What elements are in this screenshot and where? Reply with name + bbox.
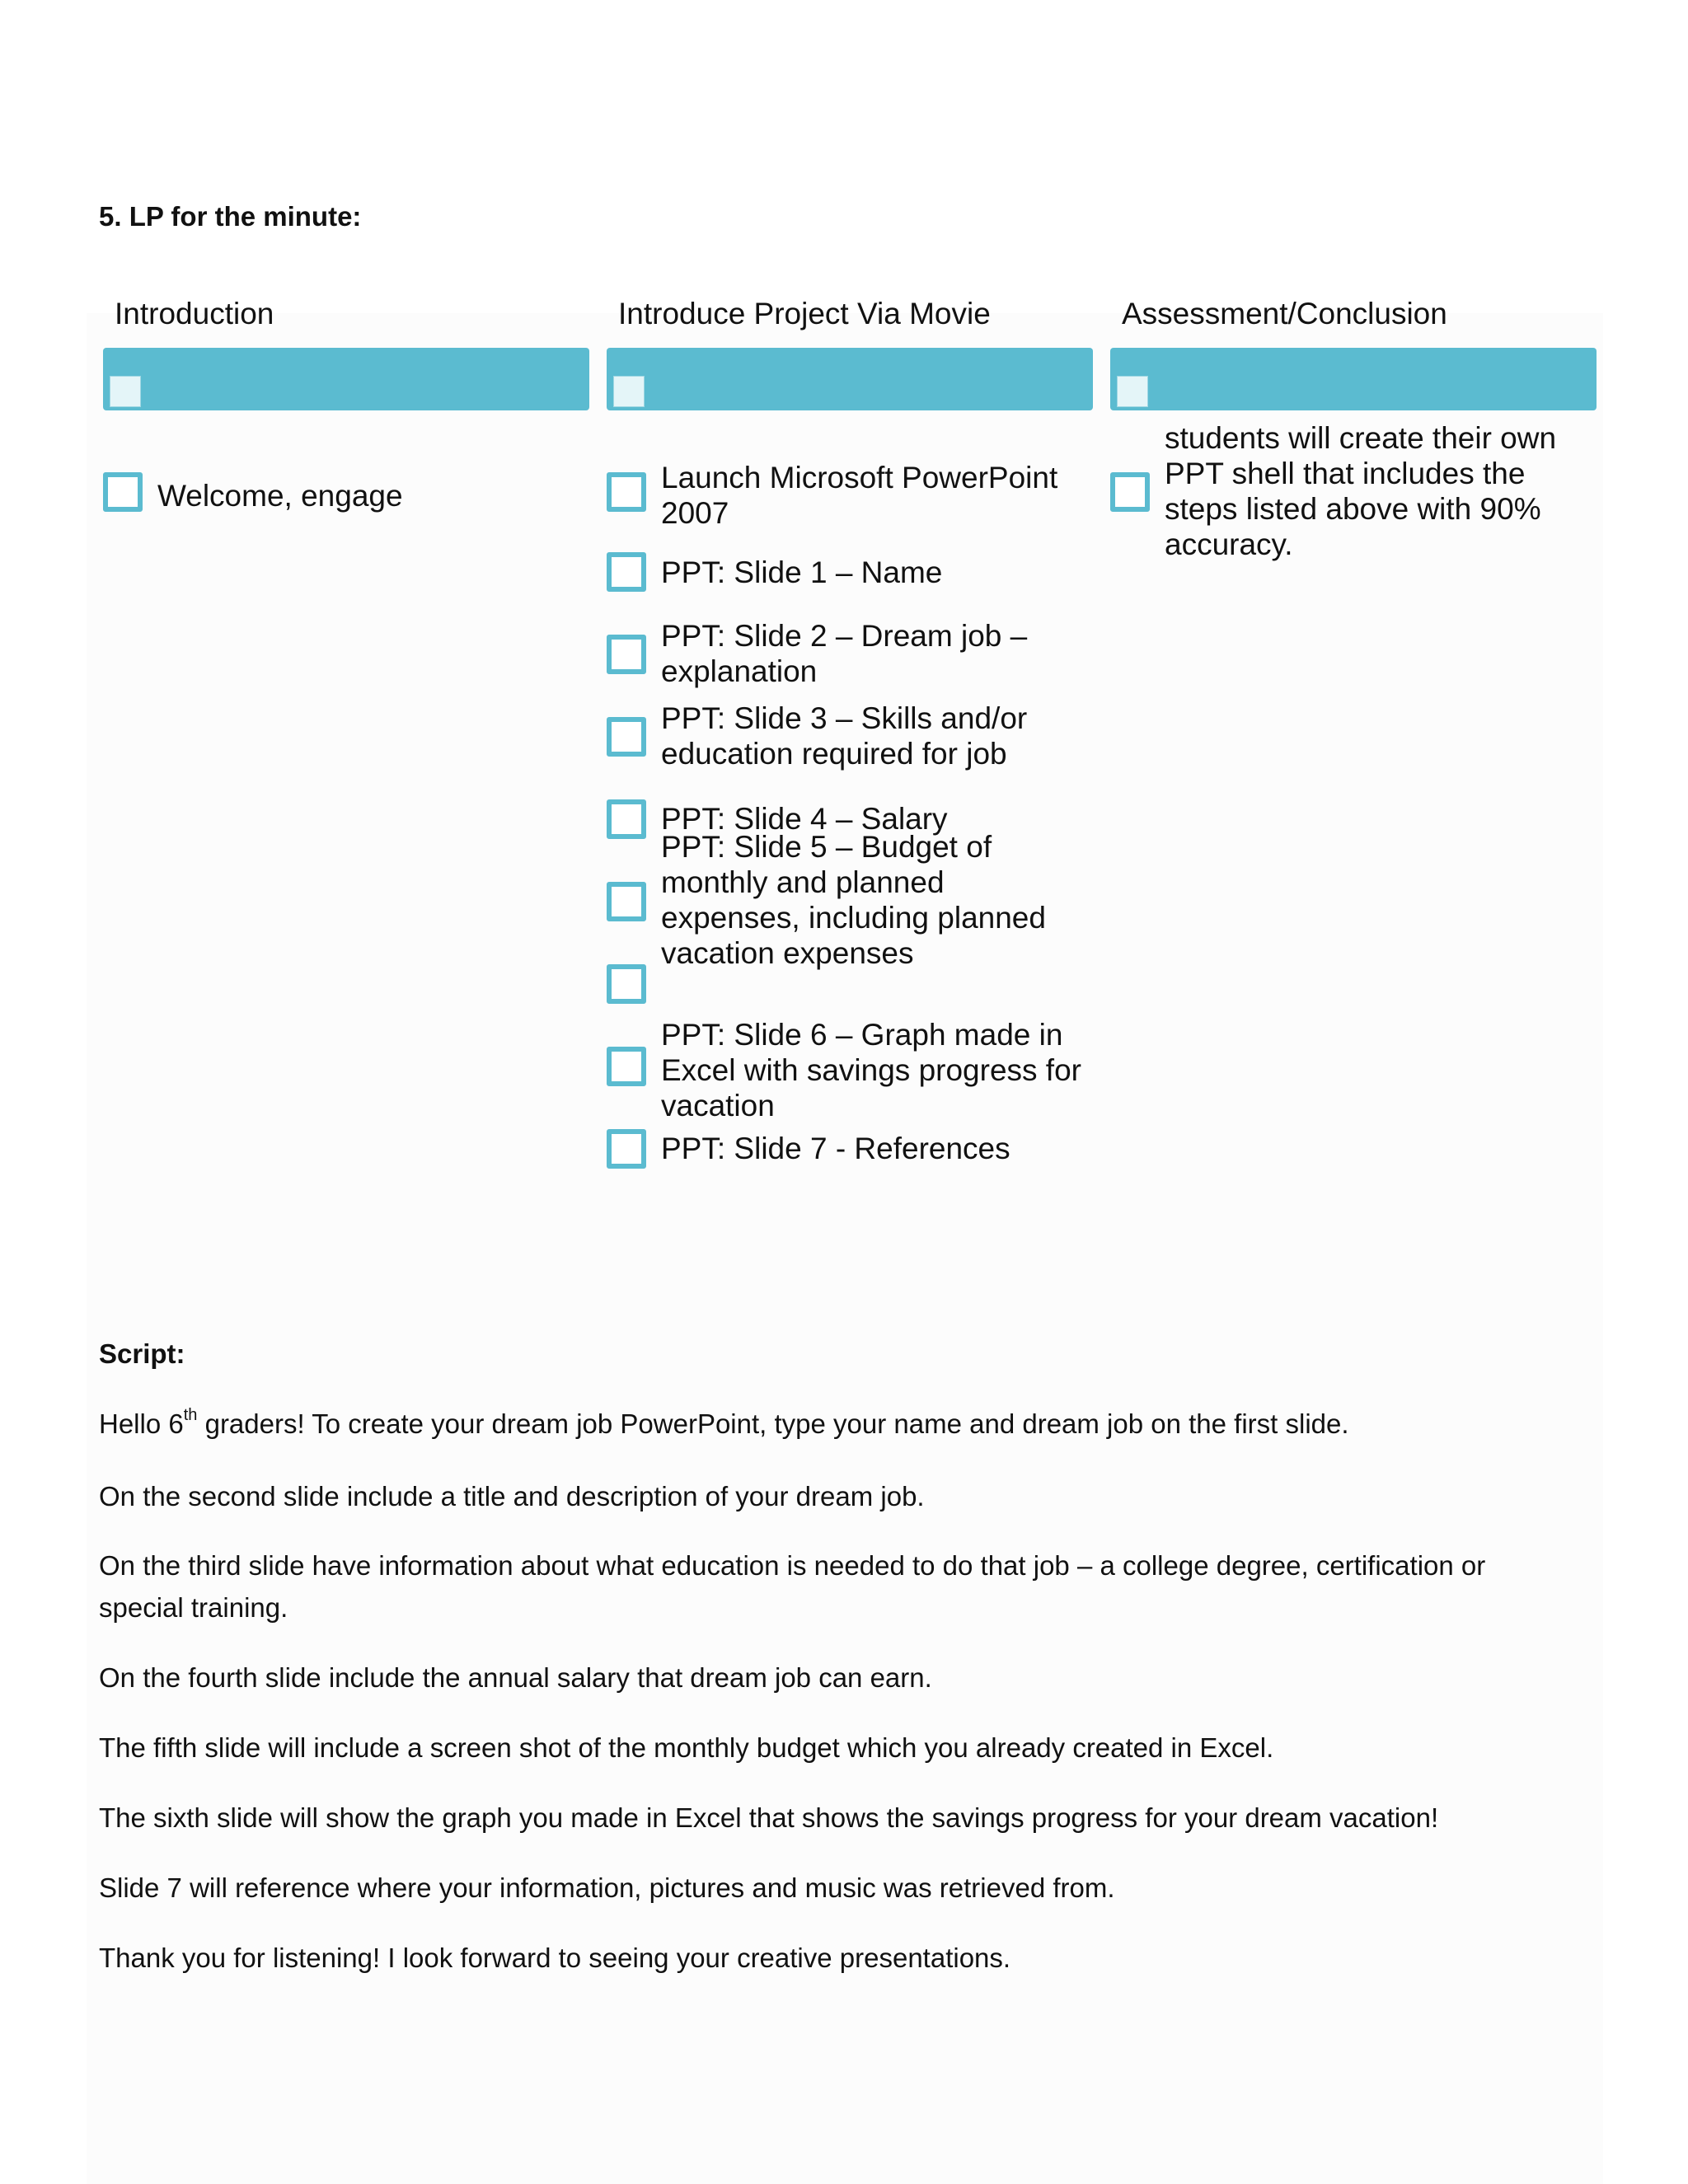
item-text: PPT: Slide 6 – Graph made in Excel with savings progress for vacation xyxy=(661,1018,1081,1122)
column-header-bar xyxy=(103,348,589,410)
column-header-bar xyxy=(1110,348,1597,410)
checkbox[interactable] xyxy=(607,552,646,592)
item-text: Welcome, engage xyxy=(157,479,403,513)
script-paragraph: On the third slide have information about what education is needed to do that job – a college degree, certification or special training. xyxy=(99,1550,1486,1623)
header-checkbox[interactable] xyxy=(613,376,645,407)
item-text: PPT: Slide 5 – Budget of monthly and planned expenses, including planned vacation expenses xyxy=(661,830,1046,970)
item-text: PPT: Slide 1 – Name xyxy=(661,555,943,589)
header-checkbox[interactable] xyxy=(1117,376,1148,407)
script-heading: Script: xyxy=(99,1338,185,1369)
column-title: Assessment/Conclusion xyxy=(1122,297,1447,330)
column-title: Introduction xyxy=(115,297,274,330)
script-paragraph: On the second slide include a title and description of your dream job. xyxy=(99,1481,925,1511)
script-paragraph: Slide 7 will reference where your information, pictures and music was retrieved from. xyxy=(99,1872,1115,1903)
script-paragraph: On the fourth slide include the annual salary that dream job can earn. xyxy=(99,1662,932,1693)
header-checkbox[interactable] xyxy=(110,376,141,407)
checkbox[interactable] xyxy=(607,799,646,839)
lesson-heading: 5. LP for the minute: xyxy=(99,201,362,232)
item-text: students will create their own PPT shell that includes the steps listed above with 90% accuracy. xyxy=(1165,421,1557,561)
checkbox[interactable] xyxy=(607,635,646,674)
script-paragraph: Thank you for listening! I look forward to seeing your creative presentations. xyxy=(99,1943,1011,1973)
script-paragraph: The fifth slide will include a screen shot of the monthly budget which you already created in Excel. xyxy=(99,1732,1274,1763)
greeting-superscript: th xyxy=(183,1406,198,1424)
script-paragraph: The sixth slide will show the graph you made in Excel that shows the savings progress for your dream vacation! xyxy=(99,1802,1439,1833)
item-text: PPT: Slide 3 – Skills and/or education required for job xyxy=(661,701,1028,771)
checkbox[interactable] xyxy=(103,472,143,512)
checkbox[interactable] xyxy=(607,717,646,757)
item-text: PPT: Slide 2 – Dream job – explanation xyxy=(661,619,1028,688)
checkbox[interactable] xyxy=(607,472,646,512)
column-title: Introduce Project Via Movie xyxy=(618,297,991,330)
checkbox[interactable] xyxy=(607,1047,646,1086)
column-introduction xyxy=(103,297,589,513)
script-paragraph xyxy=(99,1403,1566,1445)
item-text: PPT: Slide 7 - References xyxy=(661,1132,1010,1165)
item-text: PPT: Slide 4 – Salary xyxy=(661,802,948,836)
greeting-text: Hello 6 xyxy=(99,1408,184,1439)
checkbox[interactable] xyxy=(607,1129,646,1169)
greeting-text: graders! To create your dream job PowerPoint, type your name and dream job on the first slide. xyxy=(197,1408,1349,1439)
column-assessment xyxy=(1110,297,1597,561)
checkbox[interactable] xyxy=(1110,472,1150,512)
column-introduce-project xyxy=(607,297,1093,1165)
item-text: Launch Microsoft PowerPoint 2007 xyxy=(661,461,1058,530)
checkbox[interactable] xyxy=(607,882,646,921)
checkbox[interactable] xyxy=(607,964,646,1004)
column-header-bar xyxy=(607,348,1093,410)
